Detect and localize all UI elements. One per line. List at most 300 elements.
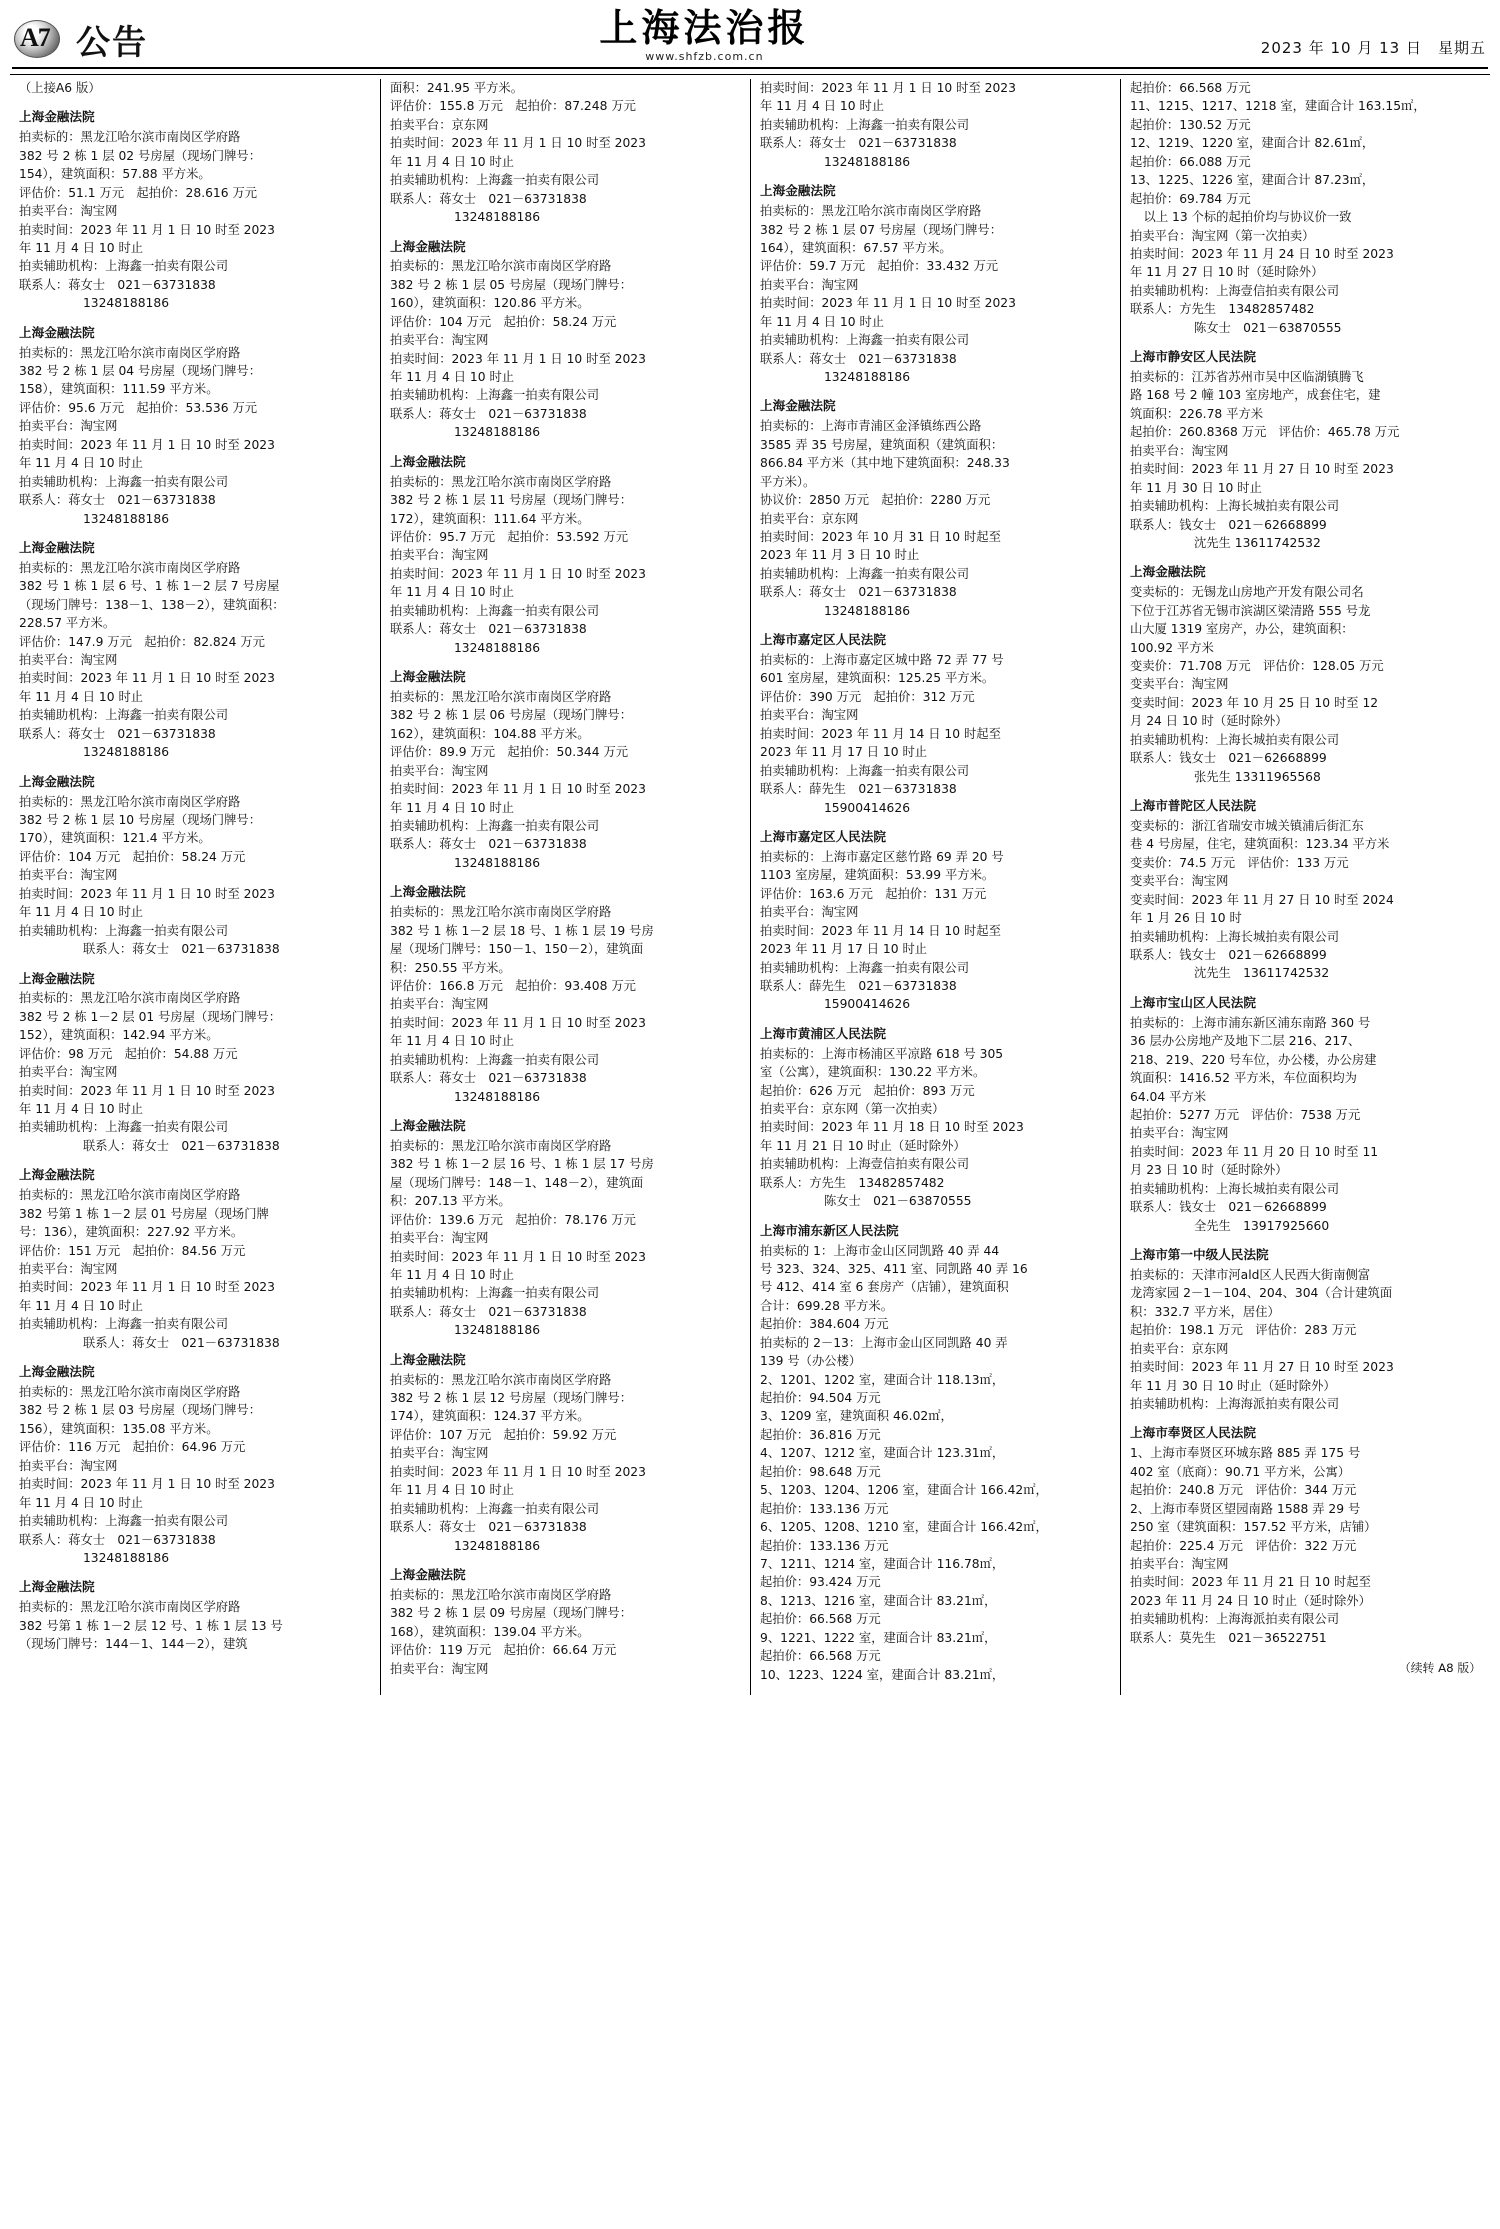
notice-block — [1130, 994, 1481, 1235]
notice-line: 拍卖辅助机构：上海鑫一拍卖有限公司 — [760, 333, 970, 348]
notice-line: 13248188186 — [453, 1089, 541, 1104]
page-number-label: A7 — [20, 23, 50, 52]
notice-line: 382 号 2 栋 1 层 02 号房屋（现场门牌号： — [19, 148, 261, 163]
notice-line: 拍卖时间：2023 年 11 月 1 日 10 时至 2023 — [19, 222, 275, 237]
notice-line: 13248188186 — [82, 296, 170, 311]
notice-block-continued — [390, 79, 741, 227]
notice-line: 382 号 1 栋 1－2 层 18 号、1 栋 1 层 19 号房 — [390, 923, 654, 938]
notice-line: 拍卖平台：淘宝网 — [390, 763, 489, 778]
court-name: 上海市普陀区人民法院 — [1130, 798, 1256, 814]
court-name: 上海市第一中级人民法院 — [1130, 1247, 1269, 1263]
notice-line: 年 11 月 4 日 10 时止 — [760, 99, 885, 114]
court-name: 上海金融法院 — [390, 453, 466, 469]
notice-line: 402 室（底商）：90.71 平方米，公寓） — [1130, 1464, 1351, 1479]
notice-line: 382 号 1 栋 1 层 6 号、1 栋 1－2 层 7 号房屋 — [19, 579, 280, 594]
notice-line: 年 11 月 4 日 10 时止 — [390, 585, 515, 600]
notice-line: 起拍价：94.504 万元 — [760, 1391, 881, 1406]
notice-line: 382 号 2 栋 1 层 09 号房屋（现场门牌号： — [390, 1606, 632, 1621]
notice-line: 起拍价：626 万元 起拍价：893 万元 — [760, 1083, 975, 1098]
notice-block — [760, 828, 1111, 1014]
notice-line: 联系人：蒋女士 021－63731838 — [19, 277, 216, 292]
notice-line: 11、1215、1217、1218 室，建面合计 163.15㎡， — [1130, 99, 1426, 114]
notice-line: 拍卖辅助机构：上海鑫一拍卖有限公司 — [390, 388, 600, 403]
notice-line: 拍卖标的：上海市嘉定区慈竹路 69 弄 20 号 — [760, 849, 1004, 864]
notice-line: 拍卖时间：2023 年 11 月 1 日 10 时至 2023 — [390, 1015, 646, 1030]
notice-line: 拍卖标的：黑龙江哈尔滨市南岗区学府路 — [760, 204, 982, 219]
notice-line: 号：136），建筑面积：227.92 平方米。 — [19, 1225, 244, 1240]
notice-line: 13248188186 — [82, 745, 170, 760]
notice-line: 拍卖时间：2023 年 11 月 1 日 10 时至 2023 — [760, 81, 1016, 95]
notice-line: 拍卖辅助机构：上海鑫一拍卖有限公司 — [19, 259, 229, 274]
notice-line: 拍卖辅助机构：上海鑫一拍卖有限公司 — [760, 566, 970, 581]
notice-line: （现场门牌号：144－1、144－2），建筑 — [19, 1637, 248, 1652]
notice-line: 拍卖平台：淘宝网 — [390, 997, 489, 1012]
notice-line: 382 号 2 栋 1 层 11 号房屋（现场门牌号： — [390, 493, 632, 508]
court-name: 上海市静安区人民法院 — [1130, 349, 1256, 365]
notice-line: 4、1207、1212 室，建面合计 123.31㎡， — [760, 1446, 1005, 1461]
notice-line: 3、1209 室，建筑面积 46.02㎡， — [760, 1409, 953, 1424]
notice-line: 联系人：钱女士 021－62668899 — [1130, 1200, 1327, 1215]
notice-line: 起拍价：66.568 万元 — [760, 1612, 881, 1627]
notice-line: 拍卖辅助机构：上海长城拍卖有限公司 — [1130, 732, 1340, 747]
notice-line: 382 号 2 栋 1 层 04 号房屋（现场门牌号： — [19, 364, 261, 379]
court-name: 上海金融法院 — [390, 1351, 466, 1367]
notice-line: 年 11 月 4 日 10 时止 — [19, 1102, 144, 1117]
notice-line: 拍卖平台：淘宝网 — [760, 277, 859, 292]
notice-block — [19, 970, 371, 1156]
notice-line: 评估价：139.6 万元 起拍价：78.176 万元 — [390, 1212, 636, 1227]
notice-line: 起拍价：98.648 万元 — [760, 1464, 881, 1479]
notice-line: 拍卖标的：上海市嘉定区城中路 72 弄 77 号 — [760, 653, 1004, 668]
notice-line: 变卖标的：浙江省瑞安市城关镇浦后街汇东 — [1130, 818, 1364, 833]
notice-line: 拍卖时间：2023 年 11 月 1 日 10 时至 2023 — [19, 1280, 275, 1295]
notice-line: 拍卖平台：淘宝网 — [390, 333, 489, 348]
court-name: 上海金融法院 — [760, 398, 836, 414]
notice-block — [19, 539, 371, 762]
notice-line: 评估价：147.9 万元 起拍价：82.824 万元 — [19, 634, 265, 649]
notice-line: 拍卖平台：淘宝网 — [760, 708, 859, 723]
notice-block — [19, 324, 371, 528]
notice-line: 15900414626 — [823, 997, 911, 1012]
notice-line: 15900414626 — [823, 800, 911, 815]
court-name: 上海金融法院 — [390, 238, 466, 254]
notice-line: 拍卖平台：京东网（第一次拍卖） — [760, 1102, 945, 1117]
notice-line: 拍卖标的：黑龙江哈尔滨市南岗区学府路 — [390, 259, 612, 274]
notice-line: 评估价：166.8 万元 起拍价：93.408 万元 — [390, 978, 636, 993]
notice-line: 382 号第 1 栋 1－2 层 12 号、1 栋 1 层 13 号 — [19, 1618, 283, 1633]
notice-line: （上接A6 版） — [19, 81, 101, 95]
notice-line: 评估价：107 万元 起拍价：59.92 万元 — [390, 1427, 617, 1442]
notice-line: 13248188186 — [453, 425, 541, 440]
notice-block — [760, 1222, 1111, 1684]
notice-line: 拍卖时间：2023 年 11 月 1 日 10 时至 2023 — [19, 437, 275, 452]
notice-block — [1130, 1246, 1481, 1413]
notice-line: 山大厦 1319 室房产，办公，建筑面积： — [1130, 622, 1354, 637]
notice-line: 全先生 13917925660 — [1193, 1218, 1330, 1233]
notice-line: 沈先生 13611742532 — [1193, 966, 1330, 981]
notice-line: 拍卖辅助机构：上海长城拍卖有限公司 — [1130, 1181, 1340, 1196]
notice-block — [19, 108, 371, 312]
notice-line: 起拍价：260.8368 万元 评估价：465.78 万元 — [1130, 425, 1400, 440]
notice-line: 13248188186 — [82, 1550, 170, 1565]
notice-line: 联系人：蒋女士 021－63731838 — [19, 1532, 216, 1547]
notice-line: 拍卖辅助机构：上海鑫一拍卖有限公司 — [19, 1514, 229, 1529]
notice-line: 变卖标的：无锡龙山房地产开发有限公司名 — [1130, 585, 1364, 600]
court-name: 上海金融法院 — [19, 1167, 95, 1183]
notice-line: 拍卖标的：黑龙江哈尔滨市南岗区学府路 — [390, 1138, 612, 1153]
notice-line: 拍卖标的：上海市杨浦区平凉路 618 号 305 — [760, 1046, 1004, 1061]
notice-line: 联系人：薛先生 021－63731838 — [760, 978, 957, 993]
notice-line: 382 号 2 栋 1 层 10 号房屋（现场门牌号： — [19, 813, 261, 827]
notice-line: 评估价：116 万元 起拍价：64.96 万元 — [19, 1440, 246, 1455]
notice-line: 6、1205、1208、1210 室，建面合计 166.42㎡， — [760, 1520, 1048, 1535]
notice-line: 沈先生 13611742532 — [1193, 535, 1321, 550]
court-name: 上海金融法院 — [19, 109, 95, 125]
notice-line: 筑面积：1416.52 平方米，车位面积均为 — [1130, 1071, 1357, 1086]
notice-line: 联系人：蒋女士 021－63731838 — [390, 406, 587, 421]
notice-line: 13、1225、1226 室，建面合计 87.23㎡， — [1130, 173, 1375, 188]
notice-line: 601 室房屋，建筑面积：125.25 平方米。 — [760, 671, 995, 686]
notice-line: 积：207.13 平方米。 — [390, 1194, 511, 1209]
notice-block — [390, 1117, 741, 1340]
notice-line: 36 层办公房地产及地下二层 216、217、 — [1130, 1034, 1361, 1049]
notice-line: 拍卖平台：淘宝网 — [390, 1446, 489, 1461]
notice-line: 2023 年 11 月 24 日 10 时止（延时除外） — [1130, 1593, 1371, 1608]
notice-line: 评估价：155.8 万元 起拍价：87.248 万元 — [390, 99, 636, 114]
continuation-note — [19, 79, 371, 97]
notice-line: 张先生 13311965568 — [1193, 769, 1321, 784]
notice-line: 拍卖时间：2023 年 11 月 14 日 10 时起至 — [760, 726, 1001, 741]
notice-line: 拍卖平台：淘宝网 — [390, 1661, 489, 1676]
notice-line: 拍卖辅助机构：上海鑫一拍卖有限公司 — [19, 1317, 229, 1332]
notice-line: 联系人：蒋女士 021－63731838 — [19, 493, 216, 508]
notice-line: 158），建筑面积：111.59 平方米。 — [19, 382, 219, 397]
notice-line: 拍卖标的：黑龙江哈尔滨市南岗区学府路 — [19, 345, 241, 360]
notice-line: 172），建筑面积：111.64 平方米。 — [390, 511, 590, 526]
notice-line: 起拍价：225.4 万元 评估价：322 万元 — [1130, 1538, 1357, 1553]
notice-line: 拍卖辅助机构：上海鑫一拍卖有限公司 — [760, 763, 970, 778]
notice-line: 评估价：51.1 万元 起拍价：28.616 万元 — [19, 185, 258, 200]
notice-line: 起拍价：130.52 万元 — [1130, 117, 1251, 132]
notice-line: 年 11 月 30 日 10 时止（延时除外） — [1130, 1378, 1336, 1393]
notice-line: 拍卖平台：淘宝网 — [19, 1065, 118, 1080]
notice-line: 拍卖辅助机构：上海长城拍卖有限公司 — [1130, 929, 1340, 944]
notice-line: 拍卖时间：2023 年 11 月 1 日 10 时至 2023 — [19, 1477, 275, 1492]
notice-line: 1、上海市奉贤区环城东路 885 弄 175 号 — [1130, 1446, 1361, 1461]
notice-block — [1130, 563, 1481, 786]
notice-line: 5、1203、1204、1206 室，建面合计 166.42㎡， — [760, 1483, 1048, 1498]
notice-line: 拍卖平台：淘宝网 — [19, 204, 118, 219]
masthead-divider — [12, 67, 1488, 69]
notice-line: 变卖时间：2023 年 10 月 25 日 10 时至 12 — [1130, 695, 1379, 710]
notice-line: 拍卖平台：淘宝网 — [19, 868, 118, 883]
notice-line: 评估价：390 万元 起拍价：312 万元 — [760, 689, 975, 704]
notice-line: 拍卖辅助机构：上海鑫一拍卖有限公司 — [760, 960, 970, 975]
notice-line: 联系人：蒋女士 021－63731838 — [390, 1304, 587, 1319]
court-name: 上海金融法院 — [19, 539, 95, 555]
notice-line: 联系人：蒋女士 021－63731838 — [390, 191, 587, 206]
notice-line: 年 11 月 4 日 10 时止 — [390, 1267, 515, 1282]
court-name: 上海金融法院 — [760, 183, 836, 199]
notice-line: 2、上海市奉贤区望园南路 1588 弄 29 号 — [1130, 1501, 1361, 1516]
notice-line: 起拍价：240.8 万元 评估价：344 万元 — [1130, 1483, 1357, 1498]
notice-line: 12、1219、1220 室，建面合计 82.61㎡， — [1130, 136, 1375, 151]
notice-line: 评估价：119 万元 起拍价：66.64 万元 — [390, 1643, 617, 1658]
notice-line: 382 号 2 栋 1 层 06 号房屋（现场门牌号： — [390, 708, 632, 723]
notice-line: 拍卖时间：2023 年 11 月 21 日 10 时起至 — [1130, 1575, 1371, 1590]
notice-block — [390, 238, 741, 442]
court-name: 上海市嘉定区人民法院 — [760, 632, 886, 648]
notice-line: 拍卖标的：黑龙江哈尔滨市南岗区学府路 — [390, 1372, 612, 1387]
notice-line: 拍卖辅助机构：上海长城拍卖有限公司 — [1130, 499, 1340, 514]
notice-line: 年 11 月 4 日 10 时止 — [390, 1483, 515, 1498]
notice-line: 联系人：蒋女士 021－63731838 — [390, 622, 587, 637]
notice-line: 7、1211、1214 室，建面合计 116.78㎡， — [760, 1556, 1005, 1571]
notice-line: 起拍价：69.784 万元 — [1130, 191, 1251, 206]
court-name: 上海市浦东新区人民法院 — [760, 1222, 899, 1238]
notice-line: 起拍价：66.568 万元 — [760, 1649, 881, 1664]
notice-line: 号 412、414 室 6 套房产（店铺），建筑面积 — [760, 1280, 1009, 1295]
notice-line: 联系人：蒋女士 021－63731838 — [390, 1071, 587, 1086]
notice-line: 8、1213、1216 室，建面合计 83.21㎡， — [760, 1593, 997, 1608]
notice-block-continued — [1130, 79, 1481, 337]
notice-line: 路 168 号 2 幢 103 室房地产，成套住宅，建 — [1130, 388, 1381, 403]
notice-line: 拍卖平台：京东网 — [390, 117, 489, 132]
notice-line: 联系人：蒋女士 021－63731838 — [82, 1138, 280, 1153]
notice-line: 拍卖标的：黑龙江哈尔滨市南岗区学府路 — [19, 794, 241, 809]
notice-line: 年 11 月 30 日 10 时止 — [1130, 480, 1262, 495]
notice-line: 拍卖时间：2023 年 11 月 1 日 10 时至 2023 — [19, 1083, 275, 1098]
notice-block — [760, 182, 1111, 386]
notice-line: 评估价：104 万元 起拍价：58.24 万元 — [390, 314, 617, 329]
notice-line: 拍卖标的：上海市青浦区金泽镇练西公路 — [760, 419, 982, 434]
notice-line: 162），建筑面积：104.88 平方米。 — [390, 726, 590, 741]
notice-line: 年 11 月 4 日 10 时止 — [760, 314, 885, 329]
notice-line: 评估价：163.6 万元 起拍价：131 万元 — [760, 886, 987, 901]
notice-line: 拍卖平台：淘宝网 — [19, 1458, 118, 1473]
notice-line: 拍卖辅助机构：上海鑫一拍卖有限公司 — [19, 708, 229, 723]
column-4 — [1120, 79, 1490, 1695]
notice-line: 拍卖平台：京东网 — [760, 511, 859, 526]
notice-line: 拍卖辅助机构：上海壹信拍卖有限公司 — [760, 1157, 970, 1172]
notice-line: 13248188186 — [453, 210, 541, 225]
notice-line: 年 11 月 4 日 10 时止 — [19, 1495, 144, 1510]
notice-line: 年 11 月 4 日 10 时止 — [390, 1034, 515, 1049]
notice-line: 228.57 平方米。 — [19, 616, 116, 631]
notice-line: 382 号 2 栋 1 层 07 号房屋（现场门牌号： — [760, 222, 1002, 237]
notice-line: 联系人：钱女士 021－62668899 — [1130, 948, 1327, 963]
notice-block — [390, 668, 741, 872]
notice-line: 10、1223、1224 室，建面合计 83.21㎡， — [760, 1667, 1005, 1682]
column-2 — [380, 79, 750, 1695]
notice-line: 变卖平台：淘宝网 — [1130, 874, 1229, 889]
notice-line: 拍卖平台：淘宝网 — [19, 1261, 118, 1276]
notice-line: 拍卖辅助机构：上海海派拍卖有限公司 — [1130, 1397, 1340, 1412]
notice-line: 联系人：钱女士 021－62668899 — [1130, 751, 1327, 766]
column-3 — [750, 79, 1120, 1695]
notice-line: 室（公寓），建筑面积：130.22 平方米。 — [760, 1065, 986, 1080]
notice-line: 年 11 月 21 日 10 时止（延时除外） — [760, 1138, 966, 1153]
notice-line: 拍卖标的：黑龙江哈尔滨市南岗区学府路 — [19, 1385, 241, 1400]
notice-line: 拍卖标的 2－13：上海市金山区同凯路 40 弄 — [760, 1335, 1008, 1350]
notice-line: 13248188186 — [453, 855, 541, 870]
notice-block — [760, 631, 1111, 817]
notice-line: 拍卖时间：2023 年 11 月 1 日 10 时至 2023 — [390, 1249, 646, 1264]
notice-line: 联系人：钱女士 021－62668899 — [1130, 517, 1327, 532]
masthead — [10, 6, 1490, 64]
notice-line: 联系人：莫先生 021－36522751 — [1130, 1630, 1327, 1645]
notice-line: 拍卖标的：黑龙江哈尔滨市南岗区学府路 — [19, 560, 241, 575]
notice-line: 拍卖时间：2023 年 11 月 27 日 10 时至 2023 — [1130, 1360, 1394, 1375]
notice-line: 起拍价：5277 万元 评估价：7538 万元 — [1130, 1108, 1361, 1122]
notice-line: 拍卖辅助机构：上海鑫一拍卖有限公司 — [760, 117, 970, 132]
notice-line: 156），建筑面积：135.08 平方米。 — [19, 1421, 219, 1436]
notice-line: 拍卖平台：淘宝网 — [390, 1231, 489, 1246]
notice-line: （现场门牌号：138－1、138－2），建筑面积： — [19, 597, 285, 612]
notice-line: 年 11 月 4 日 10 时止 — [390, 370, 515, 385]
court-name: 上海金融法院 — [19, 970, 95, 986]
notice-line: 联系人：方先生 13482857482 — [760, 1175, 945, 1190]
court-name: 上海金融法院 — [19, 773, 95, 789]
notice-line: 160），建筑面积：120.86 平方米。 — [390, 296, 590, 311]
notice-line: 拍卖时间：2023 年 11 月 27 日 10 时至 2023 — [1130, 462, 1394, 477]
notice-line: 拍卖标的：黑龙江哈尔滨市南岗区学府路 — [390, 689, 612, 704]
notice-line: 拍卖平台：淘宝网（第一次拍卖） — [1130, 228, 1315, 243]
notice-line: 筑面积：226.78 平方米 — [1130, 406, 1264, 421]
notice-line: 积：332.7 平方米，居住） — [1130, 1304, 1280, 1319]
notice-line: 13248188186 — [453, 1538, 541, 1553]
notice-block — [760, 397, 1111, 620]
notice-line: 拍卖标的：黑龙江哈尔滨市南岗区学府路 — [19, 1188, 241, 1203]
notice-line: 152），建筑面积：142.94 平方米。 — [19, 1028, 219, 1043]
notice-block — [19, 773, 371, 959]
notice-line: 起拍价：133.136 万元 — [760, 1538, 889, 1553]
notice-line: 拍卖标的：黑龙江哈尔滨市南岗区学府路 — [390, 905, 612, 920]
notice-line: 年 11 月 4 日 10 时止 — [390, 800, 515, 815]
notice-block — [19, 1166, 371, 1352]
notice-line: 13248188186 — [823, 370, 911, 385]
notice-line: 13248188186 — [453, 1323, 541, 1338]
notice-line: 年 1 月 26 日 10 时 — [1130, 911, 1242, 926]
notice-line: 起拍价：36.816 万元 — [760, 1427, 881, 1442]
notice-line: 拍卖时间：2023 年 11 月 1 日 10 时至 2023 — [390, 351, 646, 366]
notice-line: 拍卖平台：淘宝网 — [19, 419, 118, 434]
notice-line: 巷 4 号房屋，住宅，建筑面积：123.34 平方米 — [1130, 837, 1390, 852]
court-name: 上海市奉贤区人民法院 — [1130, 1425, 1256, 1441]
notice-line: 拍卖辅助机构：上海鑫一拍卖有限公司 — [390, 1286, 600, 1301]
notice-block — [390, 1566, 741, 1678]
notice-line: 年 11 月 4 日 10 时止 — [19, 240, 144, 255]
notice-line: 拍卖辅助机构：上海鑫一拍卖有限公司 — [390, 603, 600, 618]
notice-line: 拍卖平台：淘宝网 — [1130, 443, 1229, 458]
notice-line: 拍卖辅助机构：上海鑫一拍卖有限公司 — [19, 474, 229, 489]
notice-line: 评估价：95.7 万元 起拍价：53.592 万元 — [390, 529, 629, 544]
notice-line: 154），建筑面积：57.88 平方米。 — [19, 167, 211, 182]
notice-line: 174），建筑面积：124.37 平方米。 — [390, 1409, 590, 1424]
notice-line: 评估价：59.7 万元 起拍价：33.432 万元 — [760, 259, 999, 274]
notice-line: 拍卖时间：2023 年 11 月 1 日 10 时至 2023 — [760, 296, 1016, 311]
notice-line: 评估价：104 万元 起拍价：58.24 万元 — [19, 849, 246, 864]
notice-line: 变卖平台：淘宝网 — [1130, 677, 1229, 692]
notice-line: 64.04 平方米 — [1130, 1089, 1207, 1104]
notice-line: 13248188186 — [823, 603, 911, 618]
court-name: 上海金融法院 — [1130, 564, 1206, 580]
notice-line: 拍卖平台：淘宝网 — [760, 905, 859, 920]
notice-line: 年 11 月 4 日 10 时止 — [19, 456, 144, 471]
court-name: 上海金融法院 — [390, 884, 466, 900]
notice-line: 联系人：蒋女士 021－63731838 — [390, 837, 587, 852]
notice-line: 拍卖平台：京东网 — [1130, 1341, 1229, 1356]
notice-line: 拍卖辅助机构：上海鑫一拍卖有限公司 — [390, 173, 600, 188]
notice-line: 3585 弄 35 号房屋，建筑面积（建筑面积： — [760, 437, 1004, 452]
notice-line: 以上 13 个标的起拍价均与协议价一致 — [1143, 210, 1352, 225]
notice-line: 250 室（建筑面积：157.52 平方米，店铺） — [1130, 1520, 1377, 1535]
paper-website: www.shfzb.com.cn — [645, 50, 764, 63]
column-container — [10, 74, 1490, 1695]
notice-line: 拍卖时间：2023 年 11 月 1 日 10 时至 2023 — [390, 1464, 646, 1479]
notice-line: 拍卖时间：2023 年 11 月 1 日 10 时至 2023 — [19, 671, 275, 686]
notice-line: 拍卖标的：江苏省苏州市吴中区临湖镇腾飞 — [1130, 370, 1364, 385]
notice-line: 168），建筑面积：139.04 平方米。 — [390, 1624, 590, 1639]
notice-line: 协议价：2850 万元 起拍价：2280 万元 — [760, 493, 991, 508]
notice-line: 13248188186 — [453, 640, 541, 655]
notice-line: 拍卖标的：上海市浦东新区浦东南路 360 号 — [1130, 1015, 1371, 1030]
notice-line: 起拍价：66.088 万元 — [1130, 154, 1251, 169]
notice-line: 382 号 1 栋 1－2 层 16 号、1 栋 1 层 17 号房 — [390, 1157, 654, 1172]
notice-line: 联系人：蒋女士 021－63731838 — [19, 726, 216, 741]
notice-line: 13248188186 — [82, 511, 170, 526]
notice-line: 联系人：蒋女士 021－63731838 — [760, 585, 957, 600]
notice-line: 屋（现场门牌号：150－1、150－2），建筑面 — [390, 942, 644, 957]
notice-line: 拍卖时间：2023 年 10 月 31 日 10 时起至 — [760, 529, 1001, 544]
notice-line: 月 23 日 10 时（延时除外） — [1130, 1163, 1288, 1178]
notice-line: 积：250.55 平方米。 — [390, 960, 511, 975]
notice-line: 382 号第 1 栋 1－2 层 01 号房屋（现场门牌 — [19, 1206, 269, 1221]
notice-line: 变卖价：74.5 万元 评估价：133 万元 — [1130, 855, 1349, 870]
notice-line: 联系人：蒋女士 021－63731838 — [760, 351, 957, 366]
court-name: 上海金融法院 — [19, 324, 95, 340]
notice-line: 变卖价：71.708 万元 评估价：128.05 万元 — [1130, 659, 1384, 674]
notice-line: 评估价：98 万元 起拍价：54.88 万元 — [19, 1046, 238, 1061]
notice-line: 评估价：89.9 万元 起拍价：50.344 万元 — [390, 745, 629, 760]
notice-line: 170），建筑面积：121.4 平方米。 — [19, 831, 211, 846]
notice-line: 拍卖平台：淘宝网 — [19, 653, 118, 668]
court-name: 上海金融法院 — [390, 1566, 466, 1582]
notice-block — [1130, 1424, 1481, 1647]
notice-line: 年 11 月 4 日 10 时止 — [390, 154, 515, 169]
notice-line: 拍卖辅助机构：上海鑫一拍卖有限公司 — [390, 1052, 600, 1067]
notice-block — [19, 1363, 371, 1567]
notice-line: 拍卖辅助机构：上海鑫一拍卖有限公司 — [390, 1501, 600, 1516]
notice-line: 年 11 月 27 日 10 时（延时除外） — [1130, 265, 1324, 280]
notice-line: 拍卖辅助机构：上海海派拍卖有限公司 — [1130, 1612, 1340, 1627]
notice-line: 拍卖辅助机构：上海壹信拍卖有限公司 — [1130, 283, 1340, 298]
continuation-footer: （续转 A8 版） — [1398, 1661, 1481, 1676]
notice-block-continued — [760, 79, 1111, 171]
notice-line: 拍卖时间：2023 年 11 月 14 日 10 时起至 — [760, 923, 1001, 938]
notice-line: 100.92 平方米 — [1130, 640, 1214, 655]
notice-line: 拍卖标的：黑龙江哈尔滨市南岗区学府路 — [19, 130, 241, 145]
notice-line: 拍卖平台：淘宝网 — [1130, 1126, 1229, 1141]
notice-line: 拍卖时间：2023 年 11 月 20 日 10 时至 11 — [1130, 1144, 1379, 1159]
notice-line: 平方米）。 — [760, 474, 816, 489]
notice-line: 866.84 平方米（其中地下建筑面积：248.33 — [760, 456, 1010, 471]
notice-line: 合计：699.28 平方米。 — [760, 1298, 894, 1313]
notice-line: 联系人：方先生 13482857482 — [1130, 302, 1315, 317]
notice-line: 拍卖时间：2023 年 11 月 1 日 10 时至 2023 — [19, 886, 275, 901]
paper-brand — [148, 10, 1261, 62]
notice-block — [1130, 348, 1481, 552]
